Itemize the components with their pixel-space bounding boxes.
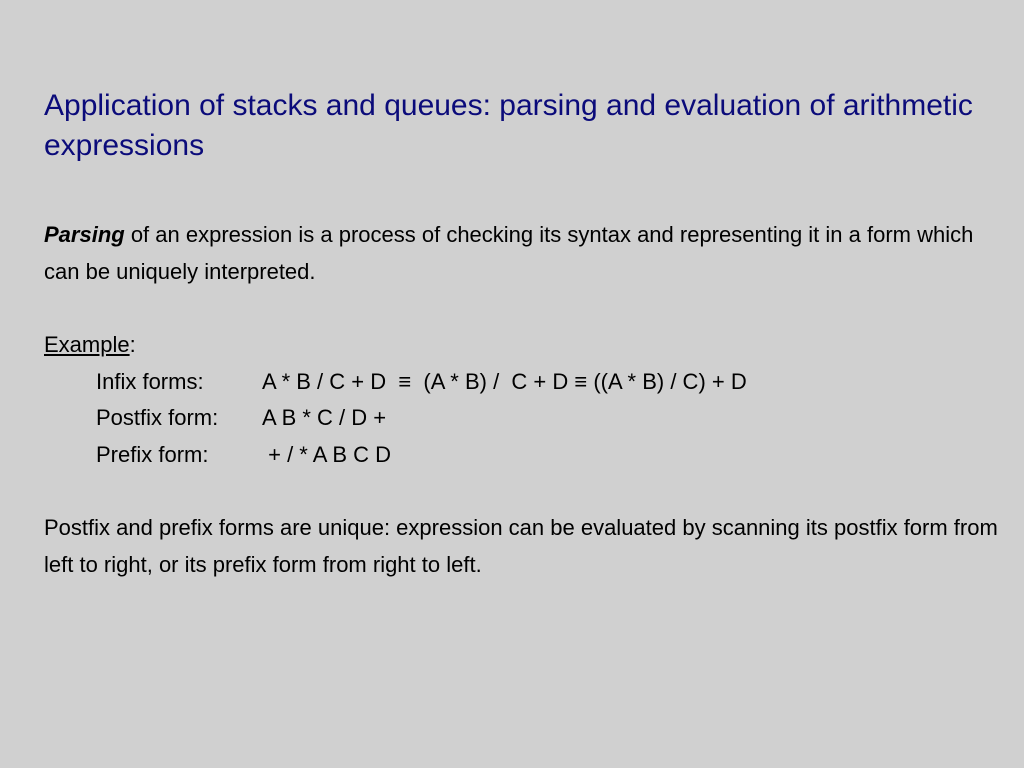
prefix-form-value: + / * A B C D: [262, 441, 392, 467]
example-heading: [44, 327, 1004, 364]
infix-form-value: A * B / C + D ≡ (A * B) / C + D ≡ ((A * B) / C) + D: [262, 368, 747, 394]
conclusion-paragraph: Postfix and prefix forms are unique: expression can be evaluated by scanning its postfix form from left to right, or its prefix form from right to left.: [44, 515, 998, 577]
postfix-form-row: [96, 400, 1004, 437]
example-label: Example: [44, 332, 130, 357]
paragraph-spacer: [44, 290, 1004, 327]
prefix-form-row: [96, 437, 1004, 474]
infix-form-row: [96, 364, 1004, 401]
postfix-form-label: Postfix form:: [96, 405, 219, 430]
postfix-form-value: A B * C / D +: [262, 405, 387, 430]
definition-term: Parsing: [44, 222, 125, 247]
example-colon: :: [129, 332, 136, 357]
paragraph-spacer: [44, 473, 1004, 510]
slide-title: Application of stacks and queues: parsing and evaluation of arithmetic expressions: [44, 89, 973, 162]
prefix-form-label: Prefix form:: [96, 441, 209, 467]
slide-body: [44, 217, 1004, 583]
definition-text: of an expression is a process of checking its syntax and representing it in a form which can be uniquely interpreted.: [44, 222, 974, 284]
infix-form-label: Infix forms:: [96, 368, 204, 394]
definition-paragraph: [44, 217, 1004, 290]
